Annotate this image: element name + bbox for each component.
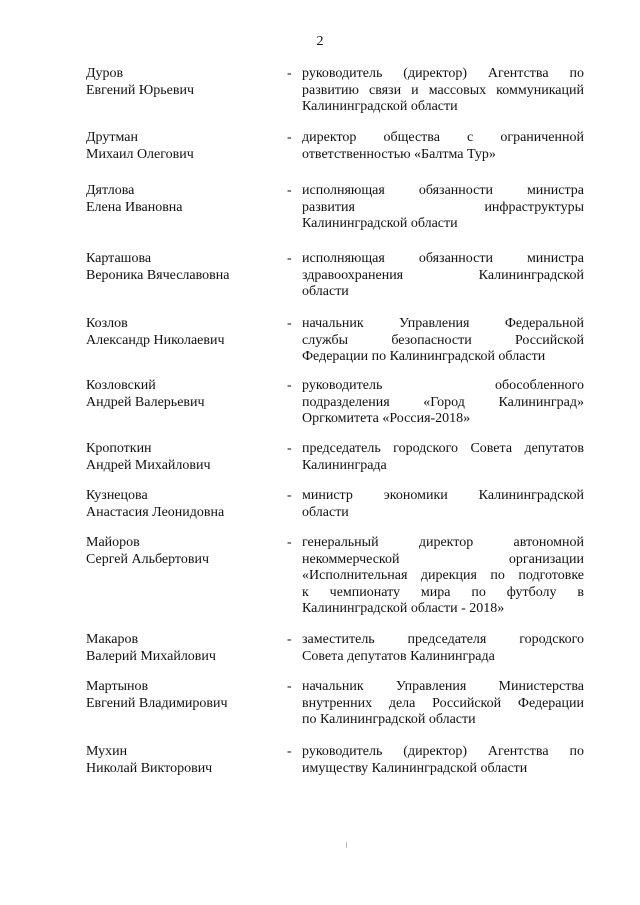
role-line: некоммерческой организации <box>302 551 584 567</box>
role-line: Калининградской области <box>302 99 458 114</box>
role-line: руководитель (директор) Агентства по <box>302 66 584 81</box>
member-surname: Дуров <box>86 66 124 81</box>
member-given-names: Елена Ивановна <box>86 199 183 215</box>
member-name <box>86 183 276 216</box>
member-surname: Майоров <box>86 535 140 550</box>
member-name <box>86 632 276 665</box>
member-role <box>302 130 584 163</box>
role-line: исполняющая обязанности министра <box>302 251 584 266</box>
list-dash: - <box>287 183 292 198</box>
member-name <box>86 441 276 474</box>
member-role <box>302 632 584 665</box>
role-line: Калининградской области - 2018» <box>302 601 505 616</box>
member-surname: Карташова <box>86 251 152 266</box>
member-name <box>86 316 276 349</box>
role-line: развитию связи и массовых коммуникаций <box>302 82 584 98</box>
role-line: исполняющая обязанности министра <box>302 183 584 198</box>
member-role <box>302 183 584 233</box>
role-line: по Калининградской области <box>302 712 476 727</box>
scan-speck <box>346 842 347 848</box>
role-line: Совета депутатов Калининграда <box>302 648 495 664</box>
member-name <box>86 66 276 99</box>
list-dash: - <box>287 66 292 81</box>
role-line: к чемпионату мира по футболу в <box>302 584 584 600</box>
list-dash: - <box>287 632 292 647</box>
role-line: начальник Управления Министерства <box>302 679 584 694</box>
member-given-names: Вероника Вячеславовна <box>86 267 230 283</box>
member-given-names: Евгений Владимирович <box>86 695 228 711</box>
role-line: области <box>302 504 349 520</box>
member-role <box>302 316 584 366</box>
member-given-names: Сергей Альбертович <box>86 551 210 567</box>
member-given-names: Михаил Олегович <box>86 146 194 162</box>
member-surname: Козловский <box>86 378 156 393</box>
list-dash: - <box>287 488 292 503</box>
member-role <box>302 679 584 729</box>
role-line: министр экономики Калининградской <box>302 488 584 503</box>
list-dash: - <box>287 535 292 550</box>
role-line: заместитель председателя городского <box>302 632 584 647</box>
role-line: внутренних дела Российской Федерации <box>302 695 584 711</box>
list-dash: - <box>287 378 292 393</box>
member-surname: Макаров <box>86 632 139 647</box>
list-dash: - <box>287 316 292 331</box>
page-number: 2 <box>316 34 324 49</box>
role-line: имуществу Калининградской области <box>302 760 528 776</box>
member-name <box>86 251 276 284</box>
list-dash: - <box>287 441 292 456</box>
role-line: руководитель обособленного <box>302 378 584 393</box>
member-surname: Кузнецова <box>86 488 148 503</box>
member-role <box>302 378 584 428</box>
member-given-names: Анастасия Леонидовна <box>86 504 225 520</box>
role-line: «Исполнительная дирекция по подготовке <box>302 568 584 583</box>
role-line: начальник Управления Федеральной <box>302 316 584 331</box>
member-role <box>302 66 584 116</box>
member-given-names: Николай Викторович <box>86 760 213 776</box>
member-surname: Кропоткин <box>86 441 152 456</box>
role-line: Калининграда <box>302 457 387 473</box>
member-surname: Мухин <box>86 744 128 759</box>
role-line: Федерации по Калининградской области <box>302 349 546 364</box>
role-line: ответственностью «Балтма Тур» <box>302 146 496 162</box>
role-line: председатель городского Совета депутатов <box>302 441 584 456</box>
role-line: Калининградской области <box>302 216 458 231</box>
list-dash: - <box>287 130 292 145</box>
list-dash: - <box>287 744 292 759</box>
role-line: службы безопасности Российской <box>302 332 584 348</box>
member-name <box>86 488 276 521</box>
member-surname: Мартынов <box>86 679 149 694</box>
list-dash: - <box>287 679 292 694</box>
role-line: подразделения «Город Калининград» <box>302 394 584 410</box>
role-line: генеральный директор автономной <box>302 535 584 550</box>
role-line: области <box>302 284 349 299</box>
member-name <box>86 130 276 163</box>
member-role <box>302 251 584 301</box>
member-name <box>86 378 276 411</box>
member-name <box>86 535 276 568</box>
member-name <box>86 744 276 777</box>
role-line: Оргкомитета «Россия-2018» <box>302 411 471 426</box>
role-line: здравоохранения Калининградской <box>302 267 584 283</box>
member-role <box>302 441 584 474</box>
role-line: руководитель (директор) Агентства по <box>302 744 584 759</box>
list-dash: - <box>287 251 292 266</box>
member-given-names: Андрей Михайлович <box>86 457 211 473</box>
role-line: развития инфраструктуры <box>302 199 584 215</box>
member-role <box>302 488 584 521</box>
member-given-names: Валерий Михайлович <box>86 648 216 664</box>
member-role <box>302 744 584 777</box>
member-surname: Друтман <box>86 130 138 145</box>
member-surname: Дятлова <box>86 183 135 198</box>
member-role <box>302 535 584 618</box>
member-given-names: Александр Николаевич <box>86 332 225 348</box>
member-surname: Козлов <box>86 316 128 331</box>
role-line: директор общества с ограниченной <box>302 130 584 145</box>
member-given-names: Андрей Валерьевич <box>86 394 205 410</box>
member-name <box>86 679 276 712</box>
member-given-names: Евгений Юрьевич <box>86 82 195 98</box>
